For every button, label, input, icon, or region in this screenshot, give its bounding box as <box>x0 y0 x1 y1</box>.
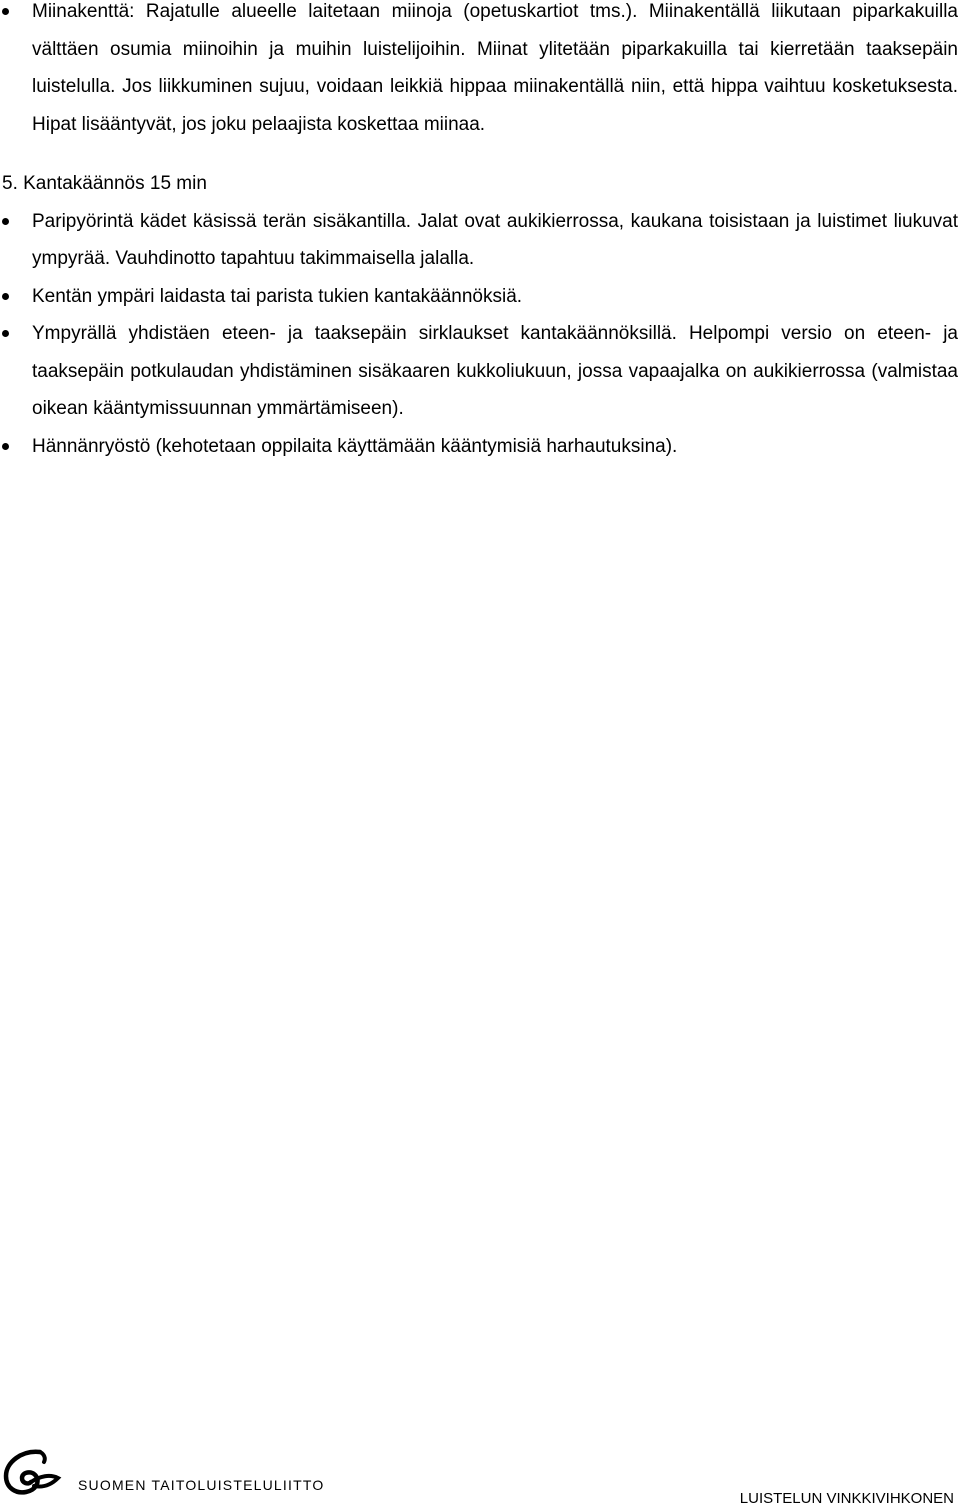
logo-text: SUOMEN TAITOLUISTELULIITTO <box>78 1477 325 1493</box>
list-item-text: Ympyrällä yhdistäen eteen- ja taaksepäin sirklaukset kantakäännöksillä. Helpompi versio on eteen- ja taaksepäin potkulaudan yhdistäminen sisäkaaren kukkoliukuun, jossa vapaajalka on aukikierrossa (valmistaa oikean kääntymissuunnan ymmärtämiseen). <box>32 323 958 419</box>
page-footer <box>0 1440 960 1509</box>
list-item <box>0 428 960 466</box>
list-item-text: Paripyörintä kädet käsissä terän sisäkantilla. Jalat ovat aukikierrossa, kaukana toisistaan ja luistimet liukuvat ympyrää. Vauhdinotto tapahtuu takimmaisella jalalla. <box>32 210 958 269</box>
section-5-list <box>0 203 960 466</box>
footer-title: LUISTELUN VINKKIVIHKONEN <box>739 1490 954 1507</box>
bullet-icon <box>2 218 9 225</box>
list-item-text: Kentän ympäri laidasta tai parista tukien kantakäännöksiä. <box>32 285 523 307</box>
federation-logo-icon <box>0 1448 62 1496</box>
list-item <box>0 278 960 316</box>
list-item <box>0 0 960 143</box>
bullet-icon <box>2 8 9 15</box>
bullet-icon <box>2 443 9 450</box>
list-item-text: Hännänryöstö (kehotetaan oppilaita käyttämään kääntymisiä harhautuksina). <box>32 435 678 457</box>
intro-list <box>0 0 960 143</box>
document-body <box>0 0 960 465</box>
list-item <box>0 203 960 278</box>
bullet-icon <box>2 293 9 300</box>
bullet-icon <box>2 330 9 337</box>
list-item-text: Miinakenttä: Rajatulle alueelle laitetaan miinoja (opetuskartiot tms.). Miinakentällä liikutaan piparkakuilla välttäen osumia miinoihin ja muihin luistelijoihin. Miinat ylitetään piparkakuilla tai kierretään taaksepäin luistelulla. Jos liikkuminen sujuu, voidaan leikkiä hippaa miinakentällä niin, että hippa vaihtuu kosketuksesta. Hipat lisääntyvät, jos joku pelaajista koskettaa miinaa. <box>32 1 958 135</box>
section-heading: 5. Kantakäännös 15 min <box>2 173 207 194</box>
list-item <box>0 315 960 428</box>
